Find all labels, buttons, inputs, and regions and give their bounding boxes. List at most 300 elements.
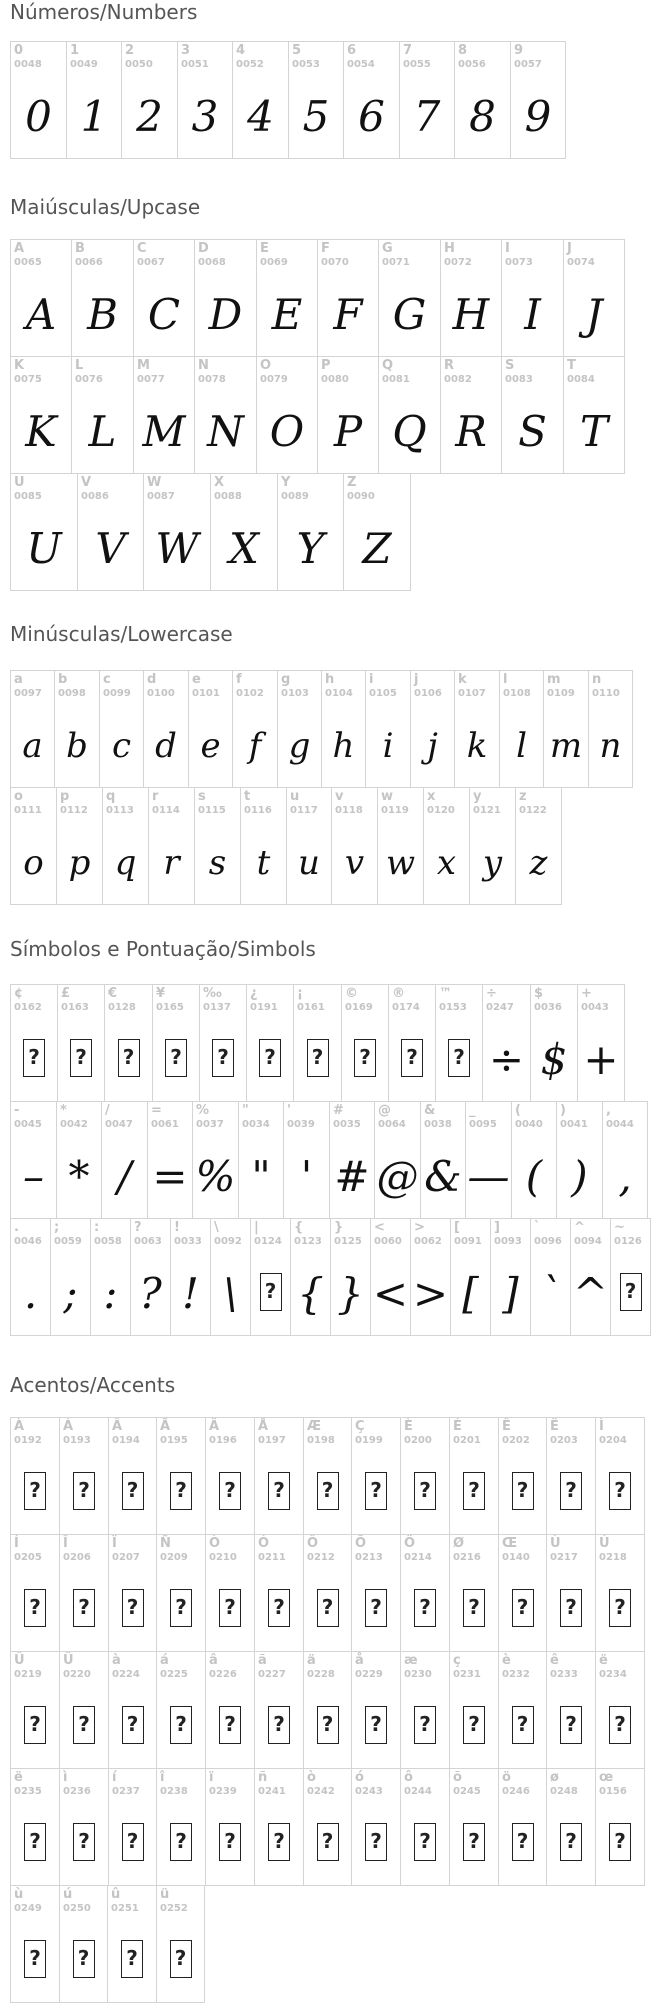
glyph-character-label: 5: [292, 43, 302, 58]
missing-glyph-icon: [463, 1589, 485, 1627]
glyph-cell: [240, 787, 287, 905]
glyph-character-label: ¢: [14, 986, 24, 1001]
missing-glyph-icon: [414, 1823, 436, 1861]
glyph-cell: [57, 984, 105, 1102]
glyph-cell: [192, 1101, 239, 1219]
glyph-code-label: 0110: [592, 688, 620, 699]
glyph-character-label: Ó: [258, 1536, 270, 1551]
section-title: Acentos/Accents: [10, 1373, 176, 1397]
glyph-code-label: 0067: [137, 257, 165, 268]
glyph-cell: [501, 239, 564, 357]
glyph-cell: [71, 356, 134, 474]
glyph-character-label: í: [112, 1770, 117, 1785]
glyph-cell: [303, 1417, 352, 1535]
missing-glyph-icon: [512, 1472, 534, 1510]
glyph-cell: [482, 984, 531, 1102]
glyph-character-label: ~: [614, 1220, 625, 1235]
glyph-cell: [108, 1534, 157, 1652]
glyph-cell: [108, 1768, 157, 1886]
section-title: Maiúsculas/Upcase: [10, 195, 201, 219]
glyph-cell: [374, 1101, 421, 1219]
missing-glyph-icon: [268, 1706, 290, 1744]
glyph-cell: [400, 1768, 450, 1886]
glyph-character-label: o: [14, 789, 23, 804]
glyph-character-label: ¿: [250, 986, 258, 1001]
glyph-character-label: n: [592, 672, 602, 687]
glyph-code-label: 0203: [550, 1435, 578, 1446]
glyph-character-label: Ì: [599, 1419, 604, 1434]
glyph-character-label: #: [333, 1103, 344, 1118]
glyph-character-label: ): [560, 1103, 566, 1118]
glyph-code-label: 0063: [134, 1236, 162, 1247]
glyph-code-label: 0241: [258, 1786, 286, 1797]
section-title: Símbolos e Pontuação/Simbols: [10, 937, 316, 961]
glyph-sample: 1: [80, 92, 108, 141]
glyph-character-label: Ä: [209, 1419, 220, 1434]
glyph-character-label: y: [473, 789, 482, 804]
glyph-character-label: 4: [236, 43, 246, 58]
glyph-code-label: 0033: [174, 1236, 202, 1247]
glyph-code-label: 0205: [14, 1552, 42, 1563]
glyph-sample: %: [195, 1152, 236, 1201]
glyph-code-label: 0064: [378, 1119, 406, 1130]
glyph-sample: q: [114, 843, 137, 883]
glyph-sample: [: [462, 1269, 479, 1318]
glyph-character-label: `: [534, 1220, 541, 1235]
glyph-cell: [108, 1417, 157, 1535]
glyph-code-label: 0042: [60, 1119, 88, 1130]
glyph-character-label: ø: [550, 1770, 559, 1785]
glyph-sample: t: [256, 843, 271, 883]
glyph-character-label: Ø: [453, 1536, 465, 1551]
glyph-sample: /: [117, 1152, 132, 1201]
glyph-cell: [156, 1885, 205, 2003]
glyph-cell: [143, 473, 211, 591]
glyph-code-label: 0153: [439, 1002, 467, 1013]
glyph-cell: [283, 1101, 330, 1219]
glyph-character-label: ò: [307, 1770, 316, 1785]
glyph-character-label: @: [378, 1103, 391, 1118]
glyph-character-label: !: [174, 1220, 180, 1235]
glyph-character-label: ;: [54, 1220, 60, 1235]
glyph-code-label: 0247: [486, 1002, 514, 1013]
glyph-character-label: g: [281, 672, 291, 687]
glyph-character-label: _: [469, 1103, 476, 1118]
glyph-cell: [143, 670, 189, 788]
glyph-code-label: 0248: [550, 1786, 578, 1797]
missing-glyph-icon: [414, 1706, 436, 1744]
glyph-cell: [205, 1534, 255, 1652]
glyph-code-label: 0202: [502, 1435, 530, 1446]
glyph-sample: r: [163, 843, 180, 883]
glyph-cell: [102, 787, 149, 905]
glyph-sample: W: [155, 524, 199, 573]
glyph-character-label: 9: [514, 43, 524, 58]
glyph-cell: [288, 41, 344, 159]
glyph-character-label: e: [192, 672, 201, 687]
missing-glyph-icon: [24, 1706, 46, 1744]
glyph-code-label: 0109: [547, 688, 575, 699]
missing-glyph-icon: [354, 1039, 376, 1077]
glyph-character-label: .: [14, 1220, 19, 1235]
glyph-sample: Y: [296, 524, 325, 573]
glyph-character-label: a: [14, 672, 23, 687]
glyph-character-label: Ù: [550, 1536, 561, 1551]
glyph-cell: [254, 1417, 304, 1535]
glyph-code-label: 0206: [63, 1552, 91, 1563]
glyph-code-label: 0084: [567, 374, 595, 385]
glyph-character-label: f: [236, 672, 242, 687]
glyph-character-label: ü: [160, 1887, 170, 1902]
glyph-character-label: A: [14, 241, 25, 256]
glyph-sample: ": [251, 1152, 271, 1201]
glyph-code-label: 0086: [81, 491, 109, 502]
glyph-character-label: É: [453, 1419, 462, 1434]
glyph-character-label: Z: [347, 475, 357, 490]
glyph-character-label: \: [214, 1220, 219, 1235]
glyph-cell: [256, 239, 318, 357]
missing-glyph-icon: [24, 1823, 46, 1861]
glyph-cell: [449, 1768, 499, 1886]
glyph-sample: i: [382, 726, 394, 766]
glyph-sample: k: [466, 726, 488, 766]
glyph-sample: <: [372, 1269, 409, 1318]
glyph-cell: [570, 1218, 611, 1336]
glyph-code-label: 0079: [260, 374, 288, 385]
glyph-code-label: 0081: [382, 374, 410, 385]
glyph-code-label: 0075: [14, 374, 42, 385]
glyph-character-label: Ñ: [160, 1536, 171, 1551]
glyph-code-label: 0046: [14, 1236, 42, 1247]
section-title: Números/Numbers: [10, 0, 198, 24]
missing-glyph-icon: [365, 1472, 387, 1510]
glyph-cell: [450, 1218, 491, 1336]
missing-glyph-icon: [73, 1823, 95, 1861]
glyph-sample: *: [68, 1152, 90, 1201]
glyph-code-label: 0245: [453, 1786, 481, 1797]
glyph-code-label: 0056: [458, 59, 486, 70]
glyph-cell: [378, 356, 441, 474]
glyph-character-label: ã: [258, 1653, 267, 1668]
glyph-character-label: G: [382, 241, 393, 256]
glyph-sample: a: [22, 726, 43, 766]
glyph-cell: [546, 1768, 596, 1886]
glyph-code-label: 0174: [392, 1002, 420, 1013]
glyph-code-label: 0235: [14, 1786, 42, 1797]
glyph-code-label: 0249: [14, 1903, 42, 1914]
glyph-cell: [205, 1417, 255, 1535]
missing-glyph-icon: [70, 1039, 92, 1077]
glyph-code-label: 0091: [454, 1236, 482, 1247]
glyph-character-label: ®: [392, 986, 405, 1001]
glyph-cell: [341, 984, 389, 1102]
glyph-character-label: (: [515, 1103, 521, 1118]
glyph-code-label: 0191: [250, 1002, 278, 1013]
glyph-code-label: 0052: [236, 59, 264, 70]
glyph-code-label: 0108: [503, 688, 531, 699]
glyph-sample: –: [23, 1152, 44, 1201]
glyph-character-label: î: [160, 1770, 165, 1785]
missing-glyph-icon: [560, 1706, 582, 1744]
glyph-character-label: t: [244, 789, 251, 804]
glyph-cell: [71, 239, 134, 357]
glyph-character-label: &: [424, 1103, 436, 1118]
glyph-character-label: ö: [502, 1770, 511, 1785]
glyph-character-label: Â: [112, 1419, 123, 1434]
glyph-cell: [329, 1101, 375, 1219]
glyph-character-label: s: [198, 789, 206, 804]
glyph-character-label: r: [152, 789, 159, 804]
glyph-character-label: Ï: [112, 1536, 117, 1551]
glyph-cell: [399, 41, 455, 159]
glyph-cell: [210, 473, 278, 591]
glyph-cell: [440, 356, 502, 474]
glyph-cell: [59, 1885, 108, 2003]
glyph-cell: [530, 1218, 571, 1336]
glyph-cell: [10, 1768, 60, 1886]
glyph-character-label: l: [503, 672, 508, 687]
glyph-code-label: 0106: [414, 688, 442, 699]
glyph-sample: n: [599, 726, 622, 766]
glyph-code-label: 0069: [260, 257, 288, 268]
glyph-code-label: 0210: [209, 1552, 237, 1563]
glyph-code-label: 0140: [502, 1552, 530, 1563]
glyph-sample: O: [269, 407, 305, 456]
glyph-sample: y: [482, 843, 503, 883]
glyph-cell: [254, 1651, 304, 1769]
glyph-cell: [54, 670, 100, 788]
glyph-cell: [501, 356, 564, 474]
glyph-code-label: 0095: [469, 1119, 497, 1130]
glyph-code-label: 0098: [58, 688, 86, 699]
glyph-cell: [10, 473, 78, 591]
glyph-code-label: 0036: [534, 1002, 562, 1013]
glyph-character-label: ô: [404, 1770, 413, 1785]
glyph-cell: [199, 984, 247, 1102]
missing-glyph-icon: [401, 1039, 423, 1077]
glyph-sample: h: [332, 726, 355, 766]
glyph-cell: [194, 356, 257, 474]
glyph-code-label: 0137: [203, 1002, 231, 1013]
glyph-sample: T: [579, 407, 608, 456]
glyph-character-label: Û: [14, 1653, 25, 1668]
glyph-code-label: 0201: [453, 1435, 481, 1446]
glyph-sample: 7: [413, 92, 441, 141]
glyph-character-label: $: [534, 986, 544, 1001]
glyph-code-label: 0080: [321, 374, 349, 385]
glyph-character-label: ë: [599, 1653, 608, 1668]
glyph-code-label: 0118: [335, 805, 363, 816]
glyph-sample: M: [142, 407, 186, 456]
missing-glyph-icon: [512, 1823, 534, 1861]
glyph-cell: [420, 1101, 466, 1219]
glyph-character-label: >: [414, 1220, 425, 1235]
glyph-code-label: 0128: [108, 1002, 136, 1013]
missing-glyph-icon: [365, 1706, 387, 1744]
glyph-cell: [148, 787, 195, 905]
glyph-code-label: 0125: [334, 1236, 362, 1247]
glyph-sample: .: [23, 1269, 38, 1318]
glyph-cell: [351, 1534, 401, 1652]
glyph-cell: [331, 787, 378, 905]
glyph-code-label: 0214: [404, 1552, 432, 1563]
missing-glyph-icon: [170, 1472, 192, 1510]
glyph-cell: [303, 1651, 352, 1769]
missing-glyph-icon: [448, 1039, 470, 1077]
glyph-sample: 2: [136, 92, 163, 141]
glyph-code-label: 0070: [321, 257, 349, 268]
glyph-character-label: ñ: [258, 1770, 268, 1785]
glyph-cell: [365, 670, 411, 788]
glyph-cell: [59, 1534, 109, 1652]
missing-glyph-icon: [170, 1706, 192, 1744]
glyph-cell: [188, 670, 233, 788]
glyph-cell: [351, 1417, 401, 1535]
glyph-code-label: 0113: [106, 805, 134, 816]
glyph-code-label: 0076: [75, 374, 103, 385]
glyph-cell: [423, 787, 470, 905]
glyph-code-label: 0065: [14, 257, 42, 268]
glyph-code-label: 0035: [333, 1119, 361, 1130]
glyph-character-label: T: [567, 358, 576, 373]
glyph-character-label: x: [427, 789, 436, 804]
glyph-character-label: Ö: [404, 1536, 416, 1551]
glyph-cell: [388, 984, 436, 1102]
glyph-code-label: 0237: [112, 1786, 140, 1797]
missing-glyph-icon: [463, 1472, 485, 1510]
glyph-code-label: 0219: [14, 1669, 42, 1680]
glyph-code-label: 0197: [258, 1435, 286, 1446]
glyph-code-label: 0115: [198, 805, 226, 816]
glyph-character-label: :: [94, 1220, 100, 1235]
glyph-character-label: Q: [382, 358, 394, 373]
glyph-sample: 9: [524, 92, 552, 141]
glyph-cell: [205, 1651, 255, 1769]
glyph-code-label: 0231: [453, 1669, 481, 1680]
missing-glyph-icon: [365, 1823, 387, 1861]
glyph-sample: g: [288, 726, 311, 766]
glyph-sample: x: [436, 843, 457, 883]
glyph-cell: [10, 1651, 60, 1769]
glyph-cell: [303, 1768, 352, 1886]
missing-glyph-icon: [560, 1472, 582, 1510]
glyph-cell: [56, 1101, 102, 1219]
glyph-sample: @: [376, 1152, 419, 1201]
glyph-sample: ': [300, 1152, 313, 1201]
glyph-character-label: Ô: [307, 1536, 319, 1551]
glyph-code-label: 0049: [70, 59, 98, 70]
glyph-code-label: 0103: [281, 688, 309, 699]
glyph-sample: {: [297, 1269, 324, 1318]
glyph-code-label: 0117: [290, 805, 318, 816]
glyph-code-label: 0242: [307, 1786, 335, 1797]
glyph-code-label: 0233: [550, 1669, 578, 1680]
glyph-character-label: ™: [439, 986, 452, 1001]
glyph-cell: [377, 787, 424, 905]
glyph-cell: [563, 239, 625, 357]
glyph-code-label: 0246: [502, 1786, 530, 1797]
glyph-code-label: 0112: [60, 805, 88, 816]
glyph-cell: [410, 670, 455, 788]
glyph-cell: [370, 1218, 411, 1336]
glyph-code-label: 0198: [307, 1435, 335, 1446]
glyph-character-label: -: [14, 1103, 20, 1118]
glyph-sample: v: [344, 843, 365, 883]
glyph-character-label: N: [198, 358, 209, 373]
glyph-sample: B: [87, 290, 118, 339]
glyph-character-label: ÷: [486, 986, 497, 1001]
glyph-character-label: ï: [209, 1770, 214, 1785]
glyph-code-label: 0041: [560, 1119, 588, 1130]
glyph-character-label: I: [505, 241, 510, 256]
glyph-code-label: 0060: [374, 1236, 402, 1247]
glyph-code-label: 0218: [599, 1552, 627, 1563]
glyph-character-label: Ò: [209, 1536, 221, 1551]
glyph-code-label: 0124: [254, 1236, 282, 1247]
glyph-cell: [286, 787, 332, 905]
glyph-character-label: J: [567, 241, 572, 256]
glyph-character-label: €: [108, 986, 118, 1001]
missing-glyph-icon: [121, 1940, 143, 1978]
glyph-character-label: ó: [355, 1770, 364, 1785]
glyph-sample: ;: [63, 1269, 78, 1318]
glyph-character-label: â: [209, 1653, 218, 1668]
glyph-character-label: D: [198, 241, 209, 256]
missing-glyph-icon: [122, 1706, 144, 1744]
glyph-code-label: 0169: [345, 1002, 373, 1013]
glyph-sample: f: [248, 726, 262, 766]
glyph-cell: [440, 239, 502, 357]
glyph-code-label: 0048: [14, 59, 42, 70]
glyph-character-label: d: [147, 672, 157, 687]
glyph-sample: z: [529, 843, 548, 883]
glyph-code-label: 0093: [494, 1236, 522, 1247]
glyph-cell: [156, 1417, 206, 1535]
glyph-cell: [290, 1218, 331, 1336]
glyph-sample: }: [337, 1269, 364, 1318]
missing-glyph-icon: [620, 1273, 642, 1311]
glyph-character-label: q: [106, 789, 116, 804]
glyph-code-label: 0114: [152, 805, 180, 816]
glyph-sample: 6: [358, 92, 385, 141]
missing-glyph-icon: [165, 1039, 187, 1077]
missing-glyph-icon: [122, 1472, 144, 1510]
glyph-character-label: à: [112, 1653, 121, 1668]
section-title: Minúsculas/Lowercase: [10, 622, 233, 646]
missing-glyph-icon: [122, 1823, 144, 1861]
missing-glyph-icon: [170, 1823, 192, 1861]
glyph-cell: [104, 984, 153, 1102]
glyph-character-label: S: [505, 358, 515, 373]
glyph-code-label: 0096: [534, 1236, 562, 1247]
glyph-code-label: 0104: [325, 688, 353, 699]
missing-glyph-icon: [414, 1472, 436, 1510]
glyph-sample: P: [333, 407, 363, 456]
glyph-cell: [194, 239, 257, 357]
glyph-code-label: 0068: [198, 257, 226, 268]
glyph-character-label: <: [374, 1220, 385, 1235]
glyph-character-label: U: [14, 475, 25, 490]
glyph-cell: [602, 1101, 648, 1219]
glyph-code-label: 0199: [355, 1435, 383, 1446]
glyph-sample: F: [333, 290, 363, 339]
missing-glyph-icon: [219, 1706, 241, 1744]
glyph-code-label: 0100: [147, 688, 175, 699]
glyph-cell: [256, 356, 318, 474]
glyph-cell: [210, 1218, 251, 1336]
glyph-cell: [510, 41, 566, 159]
glyph-character-label: Ê: [502, 1419, 511, 1434]
